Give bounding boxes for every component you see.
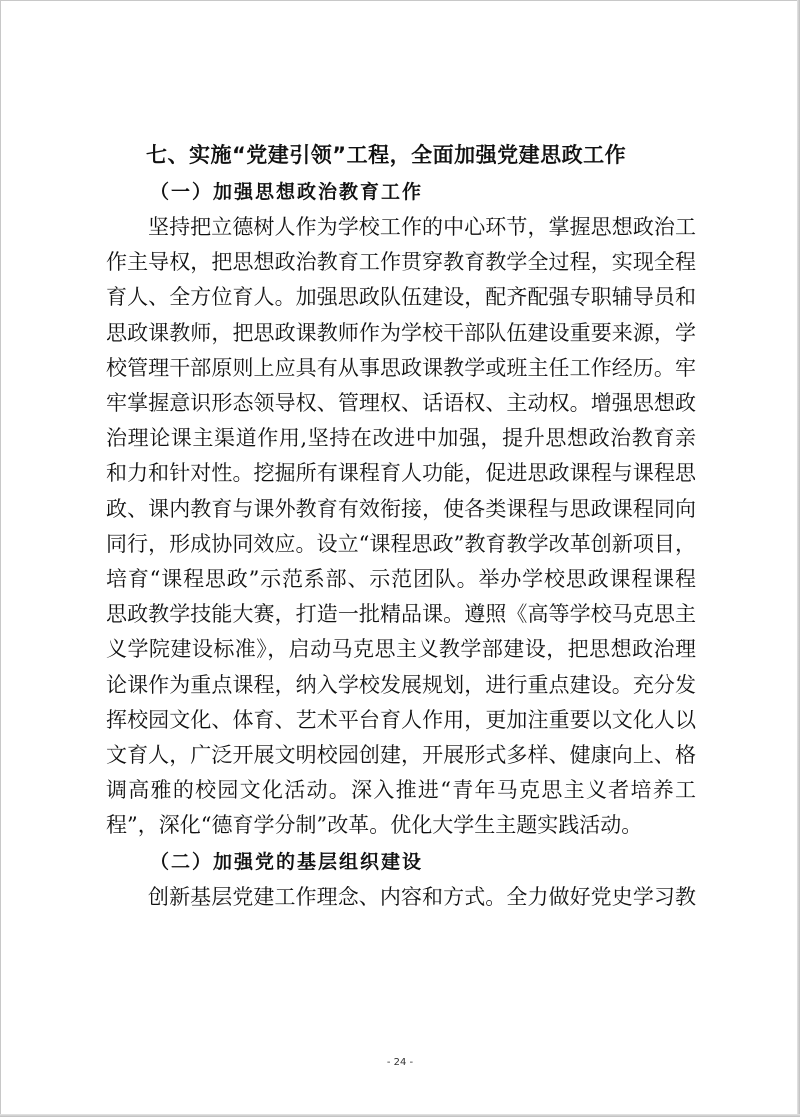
paragraph-line: 挥校园文化、体育、艺术平台育人作用，更加注重要以文化人以	[106, 707, 696, 732]
paragraph-line: 程”，深化“德育学分制”改革。优化大学生主题实践活动。	[106, 813, 643, 838]
paragraph-line: 同行，形成协同效应。设立“课程思政”教育教学改革创新项目，	[106, 531, 696, 556]
paragraph-line: 论课作为重点课程，纳入学校发展规划，进行重点建设。充分发	[106, 672, 696, 697]
paragraph-line: 和力和针对性。挖掘所有课程育人功能，促进思政课程与课程思	[106, 461, 696, 486]
paragraph-line: 牢掌握意识形态领导权、管理权、话语权、主动权。增强思想政	[106, 391, 696, 416]
paragraph-line: 思政课教师，把思政课教师作为学校干部队伍建设重要来源，学	[106, 320, 696, 345]
subsection-title: （一）加强思想政治教育工作	[150, 181, 424, 203]
paragraph-line: 义学院建设标准》，启动马克思主义教学部建设，把思想政治理	[106, 637, 696, 662]
paragraph-line: 作主导权，把思想政治教育工作贯穿教育教学全过程，实现全程	[106, 250, 696, 275]
paragraph-line: 文育人，广泛开展文明校园创建，开展形式多样、健康向上、格	[106, 743, 696, 768]
paragraph	[106, 880, 696, 915]
paragraph	[106, 210, 696, 844]
page-number: - 24 -	[386, 1057, 414, 1068]
paragraph-line: 创新基层党建工作理念、内容和方式。全力做好党史学习教	[148, 884, 696, 909]
paragraph-line: 坚持把立德树人作为学校工作的中心环节，掌握思想政治工	[148, 215, 696, 239]
paragraph-line: 育人、全方位育人。加强思政队伍建设，配齐配强专职辅导员和	[106, 285, 696, 310]
paragraph-line: 治理论课主渠道作用,坚持在改进中加强，提升思想政治教育亲	[106, 426, 696, 451]
section-title: 七、实施“党建引领”工程，全面加强党建思政工作	[146, 143, 627, 167]
subsection-title: （二）加强党的基层组织建设	[150, 850, 424, 873]
paragraph-line: 校管理干部原则上应具有从事思政课教学或班主任工作经历。牢	[106, 355, 696, 380]
paragraph-line: 政、课内教育与课外教育有效衔接，使各类课程与思政课程同向	[106, 496, 696, 521]
paragraph-line: 思政教学技能大赛，打造一批精品课。遵照《高等学校马克思主	[106, 602, 696, 627]
paragraph-line: 培育“课程思政”示范系部、示范团队。举办学校思政课程课程	[106, 567, 696, 592]
document-body	[106, 136, 696, 915]
paragraph-line: 调高雅的校园文化活动。深入推进“青年马克思主义者培养工	[106, 778, 696, 803]
